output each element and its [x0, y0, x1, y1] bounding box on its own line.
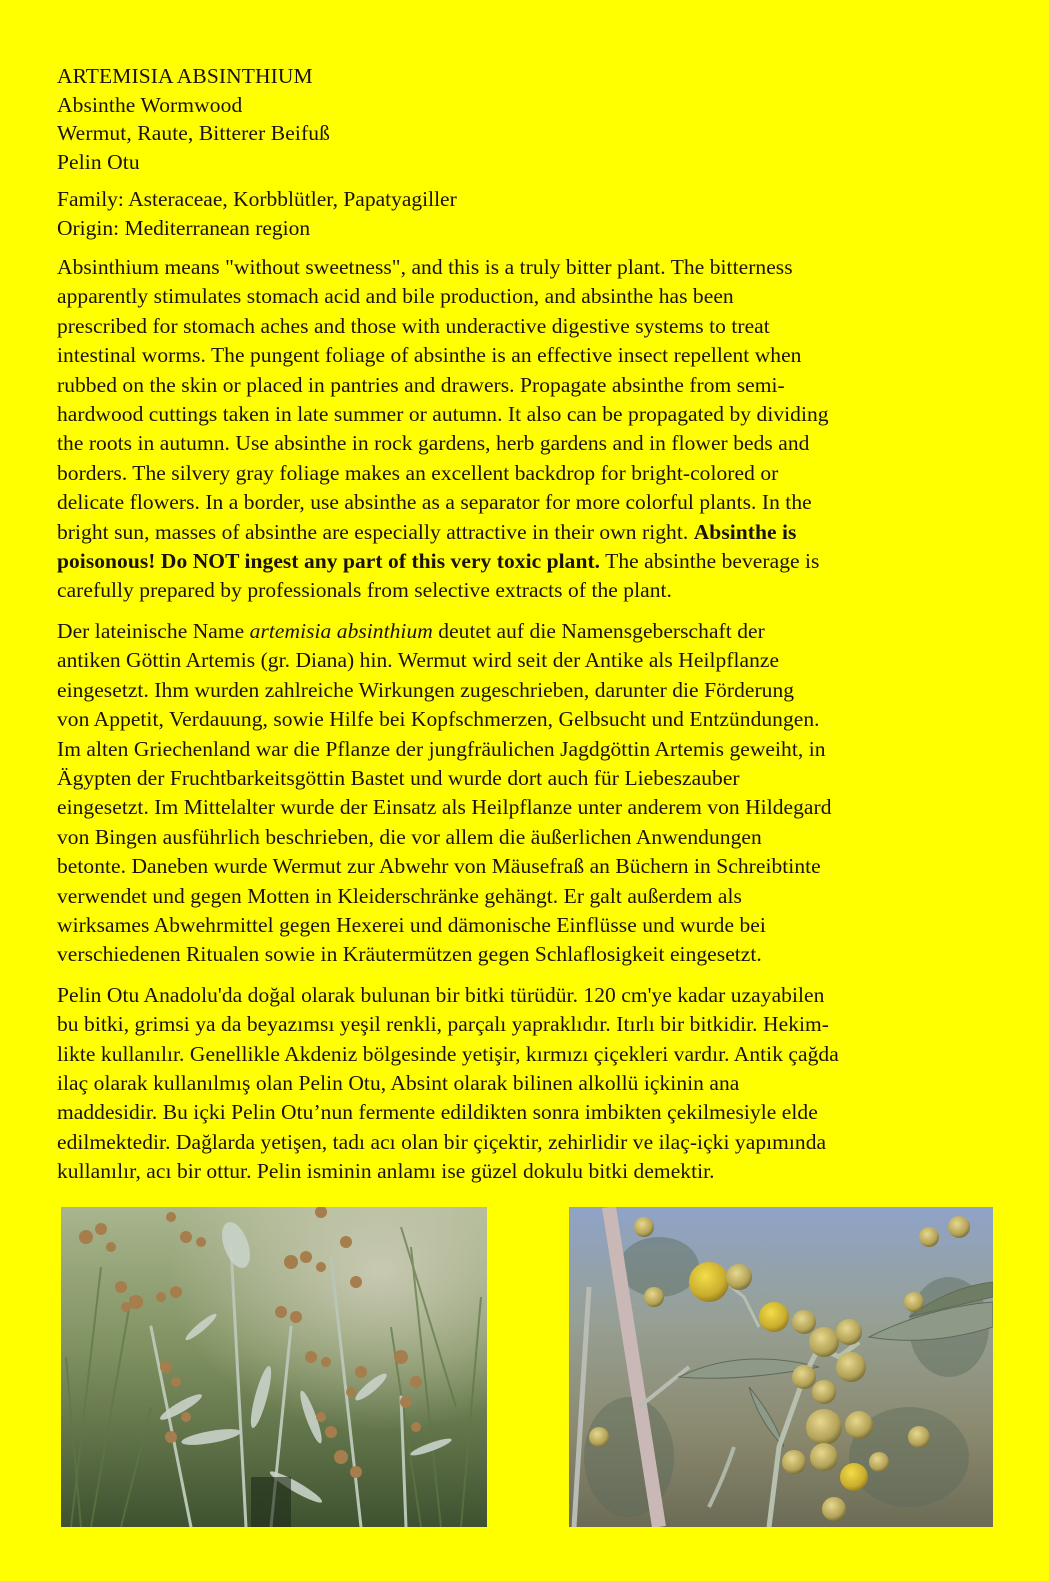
- paragraph-line: prescribed for stomach aches and those with underactive digestive systems to treat: [57, 313, 770, 338]
- paragraph-line: Im alten Griechenland war die Pflanze der jungfräulichen Jagdgöttin Artemis geweiht, in: [57, 736, 826, 761]
- paragraph-line: von Bingen ausführlich beschrieben, die vor allem die äußerlichen Anwendungen: [57, 824, 762, 849]
- paragraph-line: antiken Göttin Artemis (gr. Diana) hin. Wermut wird seit der Antike als Heilpflanze: [57, 648, 780, 673]
- german-paragraph: [57, 617, 1017, 970]
- plain-text: bright sun, masses of absinthe are especially attractive in their own right.: [57, 519, 694, 544]
- plain-text: deutet auf die Namensgeberschaft der: [432, 618, 765, 643]
- paragraph-line: Ägypten der Fruchtbarkeitsgöttin Bastet und wurde dort auch für Liebeszauber: [57, 765, 740, 790]
- latin-name-italic: artemisia absinthium: [249, 618, 433, 643]
- paragraph-line: the roots in autumn. Use absinthe in rock gardens, herb gardens and in flower beds and: [57, 431, 810, 456]
- paragraph-line: rubbed on the skin or placed in pantries and drawers. Propagate absinthe from semi-: [57, 372, 785, 397]
- paragraph-line: Absinthium means "without sweetness", and this is a truly bitter plant. The bitterness: [57, 255, 793, 279]
- wormwood-flowers-image: [569, 1207, 993, 1527]
- paragraph-line: borders. The silvery gray foliage makes an excellent backdrop for bright-colored or: [57, 460, 779, 485]
- english-name: Absinthe Wormwood: [57, 92, 243, 117]
- paragraph-line: Pelin Otu Anadolu'da doğal olarak bulunan bir bitki türüdür. 120 cm'ye kadar uzayabilen: [57, 982, 825, 1007]
- wormwood-field-photo: [61, 1207, 487, 1527]
- english-paragraph: [57, 253, 1017, 606]
- turkish-name: Pelin Otu: [57, 149, 140, 174]
- paragraph-line: ilaç olarak kullanılmış olan Pelin Otu, Absint olarak bilinen alkollü içkinin ana: [57, 1070, 740, 1095]
- paragraph-line: [57, 518, 1017, 547]
- paragraph-line: [57, 617, 1017, 646]
- paragraph-line: kullanılır, acı bir ottur. Pelin isminin anlamı ise güzel dokulu bitki demektir.: [57, 1159, 715, 1184]
- paragraph-line: likte kullanılır. Genellikle Akdeniz bölgesinde yetişir, kırmızı çiçekleri vardır. Antik çağda: [57, 1041, 839, 1066]
- paragraph-line: delicate flowers. In a border, use absinthe as a separator for more colorful plants. In the: [57, 490, 812, 515]
- plain-text: Der lateinische Name: [57, 618, 250, 643]
- toxicity-warning-end: poisonous! Do NOT ingest any part of this very toxic plant.: [57, 549, 601, 574]
- wormwood-flowers-photo: [569, 1207, 993, 1527]
- paragraph-line: edilmektedir. Dağlarda yetişen, tadı acı olan bir çiçektir, zehirlidir ve ilaç-içki yapımında: [57, 1129, 827, 1154]
- paragraph-line: verschiedenen Ritualen sowie in Kräutermützen gegen Schlaflosigkeit eingesetzt.: [57, 942, 762, 967]
- paragraph-line: carefully prepared by professionals from selective extracts of the plant.: [57, 578, 672, 603]
- toxicity-warning-start: Absinthe is: [693, 519, 797, 544]
- german-names: Wermut, Raute, Bitterer Beifuß: [57, 121, 330, 145]
- paragraph-line: bu bitki, grimsi ya da beyazımsı yeşil renkli, parçalı yapraklıdır. Itırlı bir bitkidir. Hekim-: [57, 1012, 830, 1037]
- paragraph-line: von Appetit, Verdauung, sowie Hilfe bei Kopfschmerzen, Gelbsucht und Entzündungen.: [57, 707, 820, 732]
- paragraph-line: [57, 547, 1017, 576]
- family-line: Family: Asteraceae, Korbblütler, Papatyagiller: [57, 187, 457, 211]
- plant-names-block: [57, 62, 1017, 176]
- paragraph-line: maddesidir. Bu içki Pelin Otu’nun fermente edildikten sonra imbikten çekilmesiyle elde: [57, 1100, 818, 1125]
- plant-info-page: [57, 62, 1017, 1187]
- latin-name: ARTEMISIA ABSINTHIUM: [57, 64, 313, 88]
- plain-text: The absinthe beverage is: [600, 549, 820, 574]
- paragraph-line: verwendet und gegen Motten in Kleiderschränke gehängt. Er galt außerdem als: [57, 883, 742, 908]
- paragraph-line: apparently stimulates stomach acid and bile production, and absinthe has been: [57, 284, 734, 309]
- paragraph-line: betonte. Daneben wurde Wermut zur Abwehr von Mäusefraß an Büchern in Schreibtinte: [57, 854, 821, 879]
- wormwood-field-image: [61, 1207, 487, 1527]
- plant-meta-block: [57, 185, 1017, 242]
- paragraph-line: hardwood cuttings taken in late summer or autumn. It also can be propagated by dividing: [57, 402, 829, 427]
- paragraph-line: wirksames Abwehrmittel gegen Hexerei und dämonische Einflüsse und wurde bei: [57, 912, 766, 937]
- paragraph-line: eingesetzt. Im Mittelalter wurde der Einsatz als Heilpflanze unter anderem von Hildegard: [57, 795, 832, 820]
- paragraph-line: eingesetzt. Ihm wurden zahlreiche Wirkungen zugeschrieben, darunter die Förderung: [57, 677, 795, 702]
- origin-line: Origin: Mediterranean region: [57, 215, 311, 240]
- turkish-paragraph: [57, 981, 1017, 1187]
- paragraph-line: intestinal worms. The pungent foliage of absinthe is an effective insect repellent when: [57, 343, 802, 368]
